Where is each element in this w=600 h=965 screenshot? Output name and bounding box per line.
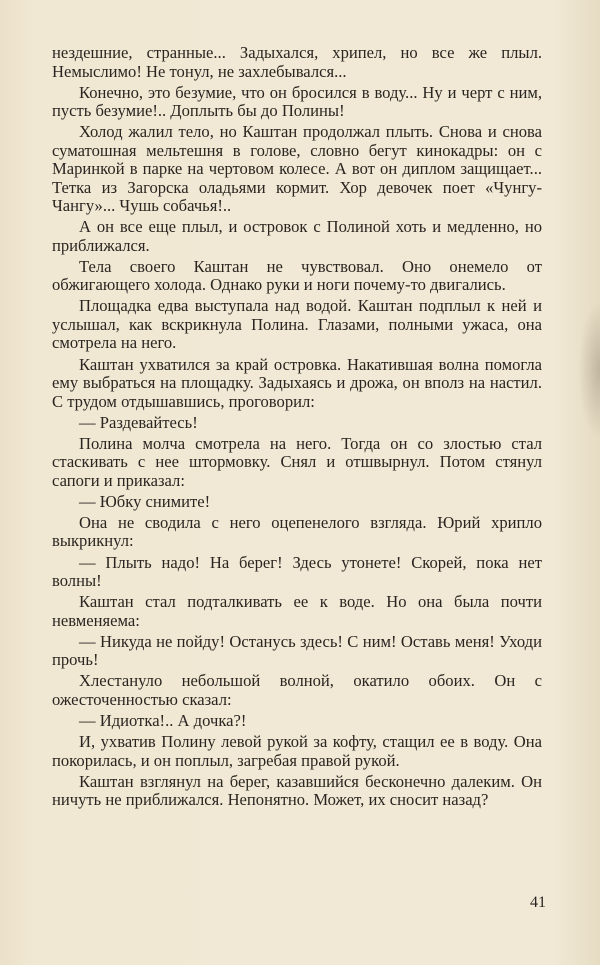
paragraph: Холод жалил тело, но Каштан продолжал плыть. Снова и снова суматошная мельтешня в голове, словно бегут кинокадры: он с Маринкой в парке на чертовом колесе. А вот он диплом защищает... Тетка из Загорска оладьями кормит. Хор девочек поет «Чунгу-Чангу»... Чушь собачья!.. [52,122,542,216]
dialogue-line: — Плыть надо! На берег! Здесь утонете! Скорей, пока нет волны! [52,552,542,591]
dialogue-line: — Идиотка!.. А дочка?! [79,710,247,730]
paragraph: Площадка едва выступала над водой. Каштан подплыл к ней и услышал, как вскрикнула Полина. Глазами, полными ужаса, она смотрела на него. [52,296,542,353]
page-number: 41 [530,894,546,911]
dialogue-line: — Раздевайтесь! [79,412,198,432]
paragraph: Каштан взглянул на берег, казавшийся бесконечно далеким. Он ничуть не приближался. Непонятно. Может, их сносит назад? [52,771,542,810]
paragraph: Каштан стал подталкивать ее к воде. Но она была почти невменяема: [52,592,542,630]
dialogue-line: — Юбку снимите! [79,491,211,511]
paragraph: Полина молча смотрела на него. Тогда он со злостью стал стаскивать с нее штормовку. Снял и отшвырнул. Потом стянул сапоги и приказал: [52,433,542,490]
paragraph: Каштан ухватился за край островка. Накатившая волна помогла ему выбраться на площадку. Задыхаясь и дрожа, он вполз на настил. С трудом отдышавшись, проговорил: [52,354,542,411]
paragraph: И, ухватив Полину левой рукой за кофту, стащил ее в воду. Она покорилась, и он поплыл, загребая правой рукой. [52,732,542,770]
page-body-text [52,44,542,812]
paragraph: Конечно, это безумие, что он бросился в воду... Ну и черт с ним, пусть безумие!.. Доплыть бы до Полины! [52,82,542,121]
paragraph: нездешние, странные... Задыхался, хрипел, но все же плыл. Немыслимо! Не тонул, не захлебывался... [52,43,542,81]
paragraph: Тела своего Каштан не чувствовал. Оно онемело от обжигающего холода. Однако руки и ноги почему-то двигались. [52,256,542,295]
paragraph: Хлестануло небольшой волной, окатило обоих. Он с ожесточенностью сказал: [52,671,542,709]
paragraph: Она не сводила с него оцепенелого взгляда. Юрий хрипло выкрикнул: [52,512,542,551]
paragraph: А он все еще плыл, и островок с Полиной хоть и медленно, но приближался. [52,217,542,255]
dialogue-line: — Никуда не пойду! Останусь здесь! С ним! Оставь меня! Уходи прочь! [52,631,542,670]
page-edge-shadow [578,300,600,440]
